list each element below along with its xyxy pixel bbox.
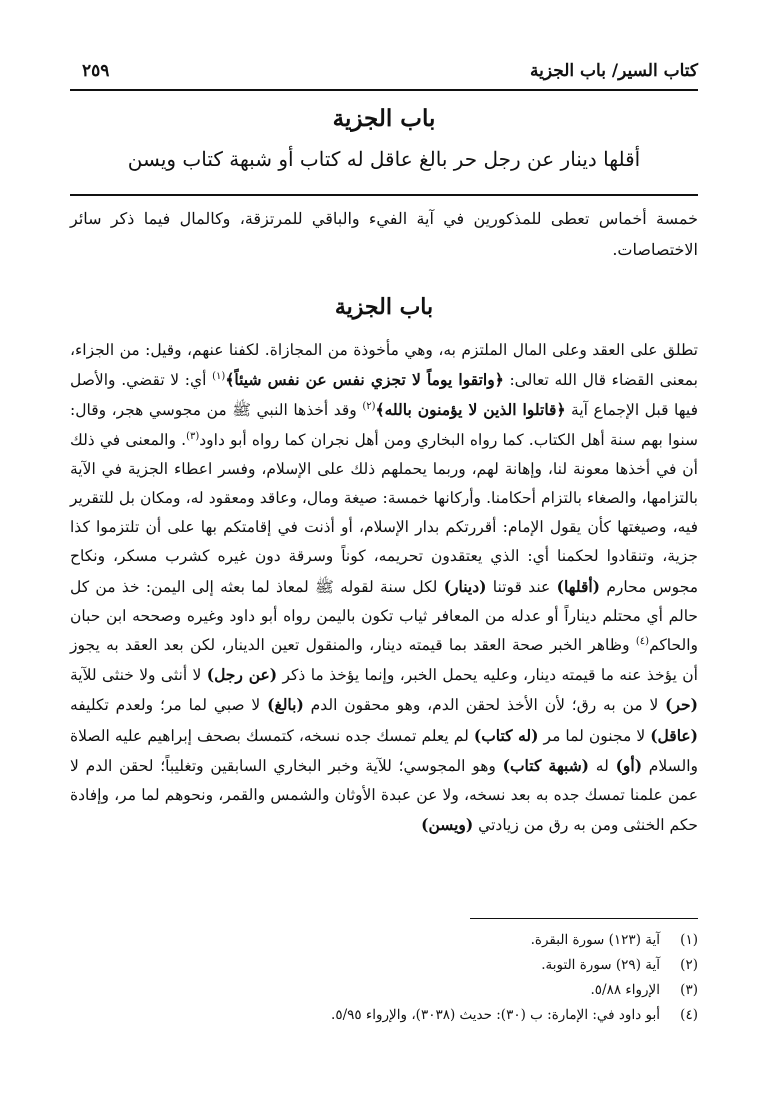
footnote-text: آية (٢٩) سورة التوبة. (541, 957, 660, 973)
page-number: ٢٥٩ (82, 61, 110, 81)
footnote-number: (٢) (680, 957, 698, 973)
body-text-run: لم يعلم تمسك جده نسخه، كتمسك بصحف إبراهيم عليه الصلاة والسلام (70, 726, 698, 775)
matn-keyword: (حر) (665, 695, 698, 715)
running-head-title: كتاب السير/ باب الجزية (530, 61, 698, 81)
body-text-run: لا مجنون لما مر (538, 726, 651, 745)
body-text-run: تطلق على العقد وعلى المال الملتزم به، وهي مأخوذة من المجازاة. لكفنا عنهم، وقيل: من الجزاء، بمعنى القضاء قال الله تعالى: (70, 341, 698, 390)
body-text-run: عند قوتنا (486, 577, 557, 596)
body-text-run: لكل سنة لقوله ﷺ لمعاذ لما بعثه إلى اليمن: خذ من كل حالم أي محتلم ديناراً أو عدله من المعافر ثياب تكون باليمن رواه أبو داود وغيره وصححه ابن حبان والحاكم (70, 577, 698, 655)
footnote-text: الإرواء ٥/٨٨. (590, 982, 660, 998)
commentary-body (70, 336, 698, 840)
footnote-text: آية (١٢٣) سورة البقرة. (530, 932, 660, 948)
body-text-run: لا من به رق؛ لأن الأخذ لحقن الدم، وهو محقون الدم (303, 696, 666, 715)
body-text-run: وظاهر الخبر صحة العقد بما قيمته دينار، والمنقول تعين الدينار، لكن بعد العقد به يجوز أن يؤخذ عنه ما قيمته دينار، وعليه يحمل الخبر، وإنما يؤخذ ما ذكر (70, 636, 698, 685)
header-rule (70, 89, 698, 91)
footnote (70, 978, 698, 1003)
commentary-paragraph (70, 336, 698, 840)
matn-text: أقلها دينار عن رجل حر بالغ عاقل له كتاب أو شبهة كتاب ويسن (127, 147, 641, 171)
footnotes (70, 928, 698, 1028)
matn-keyword: (دينار) (443, 576, 487, 596)
footnote-ref[interactable]: (١) (212, 371, 226, 383)
matn-keyword: (أقلها) (556, 576, 601, 596)
body-text-run: لا صبي لما مر؛ ولعدم تكليفه (70, 696, 268, 715)
matn-keyword: (بالغ) (267, 695, 304, 715)
footnote-number: (١) (680, 932, 698, 948)
footnote-ref[interactable]: (٤) (635, 635, 650, 647)
footnote-number: (٤) (680, 1007, 698, 1023)
body-text-run: وقد أخذها النبي ﷺ من مجوسي هجر، وقال: سنوا بهم سنة أهل الكتاب. كما رواه البخاري ومن أهل نجران كما رواه أبو داود (70, 401, 698, 449)
matn-separator-rule (70, 194, 698, 196)
footnote (70, 953, 698, 978)
chapter-title: باب الجزية (332, 105, 436, 132)
matn-keyword: (أو) (615, 755, 643, 775)
footnote-rule (470, 918, 698, 919)
running-head (82, 58, 698, 84)
footnote-ref[interactable]: (٣) (186, 430, 200, 442)
footnote-ref[interactable]: (٢) (362, 401, 376, 413)
footnote (70, 928, 698, 953)
body-text-run: له (589, 756, 616, 775)
matn-keyword: (عاقل) (650, 725, 699, 745)
body-text-run: لا أنثى ولا خنثى للآية (70, 666, 207, 685)
matn-keyword: (له كتاب) (473, 725, 539, 745)
footnote-text: أبو داود في: الإمارة: ب (٣٠): حديث (٣٠٣٨)، والإرواء ٥/٩٥. (331, 1007, 660, 1023)
matn-keyword: (عن رجل) (206, 665, 278, 685)
quran-quote: ﴿قاتلوا الذين لا يؤمنون بالله﴾ (375, 400, 566, 420)
matn-keyword: (شبهة كتاب) (502, 755, 590, 775)
previous-commentary: خمسة أخماس تعطى للمذكورين في آية الفيء والباقي للمرتزقة، وكالمال فيما ذكر سائر الاختصاصات. (70, 209, 698, 259)
section-title: باب الجزية (334, 294, 434, 320)
footnote (70, 1003, 698, 1028)
footnote-number: (٣) (680, 982, 698, 998)
body-text-run: وهو المجوسي؛ للآية وخبر البخاري السابقين وتغليباً؛ لحقن الدم لا عمن علمنا تمسك جده به بعد نسخه، ولا عن عبدة الأوثان والشمس والقمر، ونحوهم لما مر، وإفادة حكم الخنثى ومن به رق من زيادتي (70, 756, 698, 835)
body-text-run: أي: لا تقضي. والأصل فيها قبل الإجماع آية (70, 371, 698, 420)
quran-quote: ﴿واتقوا يوماً لا تجزي نفس عن نفس شيئاً﴾ (225, 370, 504, 390)
matn-keyword: (ويسن) (421, 815, 474, 835)
body-text-run: . والمعنى في ذلك أن في أخذها معونة لنا، وإهانة لهم، وربما يحملهم ذلك على الإسلام، وفسر اعطاء الجزية في الآية بالتزامها، والصغاء بالتزام أحكامنا. وأركانها خمسة: صيغة ومال، وعاقد ومعقود له، ومكان بل للتقرير فيه، وصيغتها كأن يقول الإمام: أقررتكم بدار الإسلام، أو أذنت في إقامتكم بها على أن تلتزموا كذا جزية، وتنقادوا لحكمنا أي: الذي يعتقدون تحريمه، كوناً وسرقة دون غيره كشرب مسكر، ونكاح مجوس محارم (70, 430, 698, 596)
